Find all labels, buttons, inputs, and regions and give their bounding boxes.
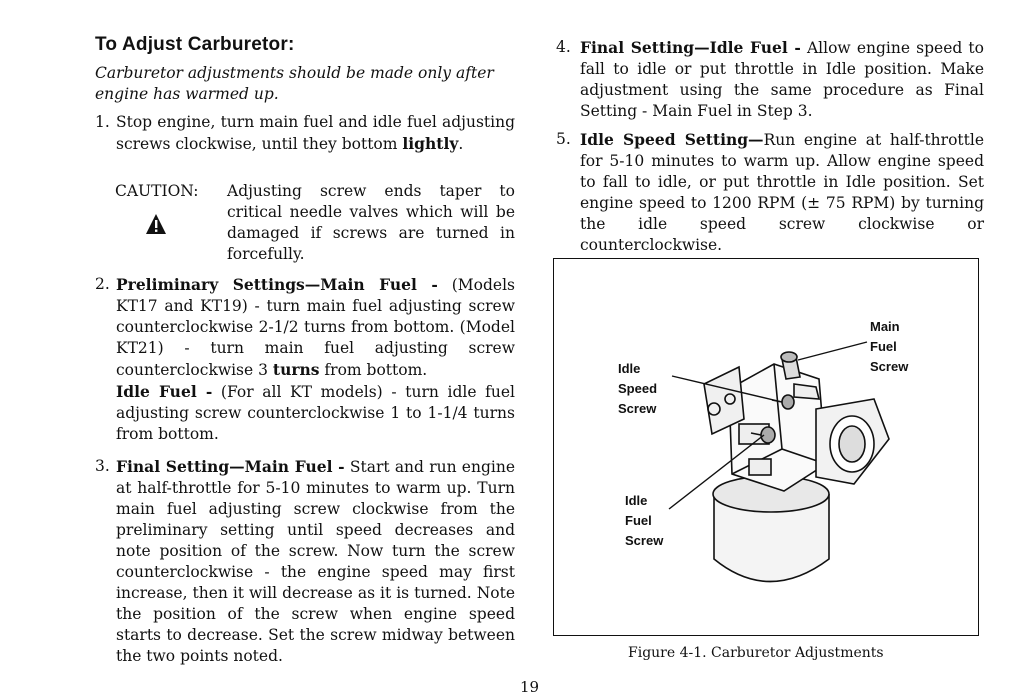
step-text: from bottom. [319,361,428,379]
step-text: Allow engine speed to fall to idle or put throttle in Idle position. Make adjustment using the same procedure as Final Setting - Main Fuel in Step 3. [580,39,984,120]
step-number: 5. [556,130,571,148]
warning-triangle-icon [145,213,167,235]
step-emphasis: turns [272,360,320,379]
step-number: 3. [95,457,110,475]
label-main-fuel-screw: Main Fuel Screw [870,319,909,374]
step-body [116,274,515,445]
step-text: Start and run engine at half-throttle for 5-10 minutes to warm up. Turn main fuel adjusting screw clockwise from the preliminary setting until speed decreases and note position of the screw. Now turn the screw counterclockwise - the engine speed may first increase, then it will decrease as it is turned. Note the position of the screw when engine speed starts to decrease. Set the screw midway between the two points noted. [116,458,515,665]
step-body [580,37,984,122]
step-heading: Final Setting—Idle Fuel - [580,38,801,57]
section-title: To Adjust Carburetor: [95,34,295,55]
step-text: (Models KT17 and KT19) - turn main fuel adjusting screw counterclockwise 2-1/2 turns from bottom. (Model KT21) - turn main fuel adjusting screw counterclockwise 3 [116,276,515,379]
carburetor-figure [553,258,979,636]
step-subheading: Idle Fuel - [116,382,213,401]
step-body [580,129,984,256]
step-text: (For all KT models) - turn idle fuel adjusting screw counterclockwise 1 to 1-1/4 turns from bottom. [116,383,515,443]
caution-text: Adjusting screw ends taper to critical needle valves which will be damaged if screws are turned in forcefully. [227,182,515,263]
step-body [116,112,515,155]
step-heading: Final Setting—Main Fuel - [116,457,345,476]
step-emphasis: lightly [402,134,459,153]
step-end: . [458,135,464,153]
label-idle-fuel-screw: Idle Fuel Screw [625,493,664,548]
step-text: Run engine at half-throttle for 5-10 minutes to warm up. Allow engine speed to fall to idle, or put throttle in Idle position. Set engine speed to 1200 RPM (± 75 RPM) by turning the idle speed screw clockwise or counterclockwise. [580,131,984,254]
intro-note: Carburetor adjustments should be made only after engine has warmed up. [95,64,494,103]
carburetor-illustration [554,259,978,635]
step-body [116,456,515,667]
step-number: 4. [556,38,571,56]
step-text: Stop engine, turn main fuel and idle fuel adjusting screws clockwise, until they bottom [116,113,515,153]
figure-caption: Figure 4-1. Carburetor Adjustments [628,645,884,661]
page-number: 19 [520,678,540,696]
step-heading: Idle Speed Setting— [580,130,764,149]
step-heading: Preliminary Settings—Main Fuel - [116,275,438,294]
step-number: 2. [95,275,110,293]
label-idle-speed-screw: Idle Speed Screw [618,361,658,416]
step-number: 1. [95,113,110,131]
caution-label: CAUTION: [115,182,199,200]
